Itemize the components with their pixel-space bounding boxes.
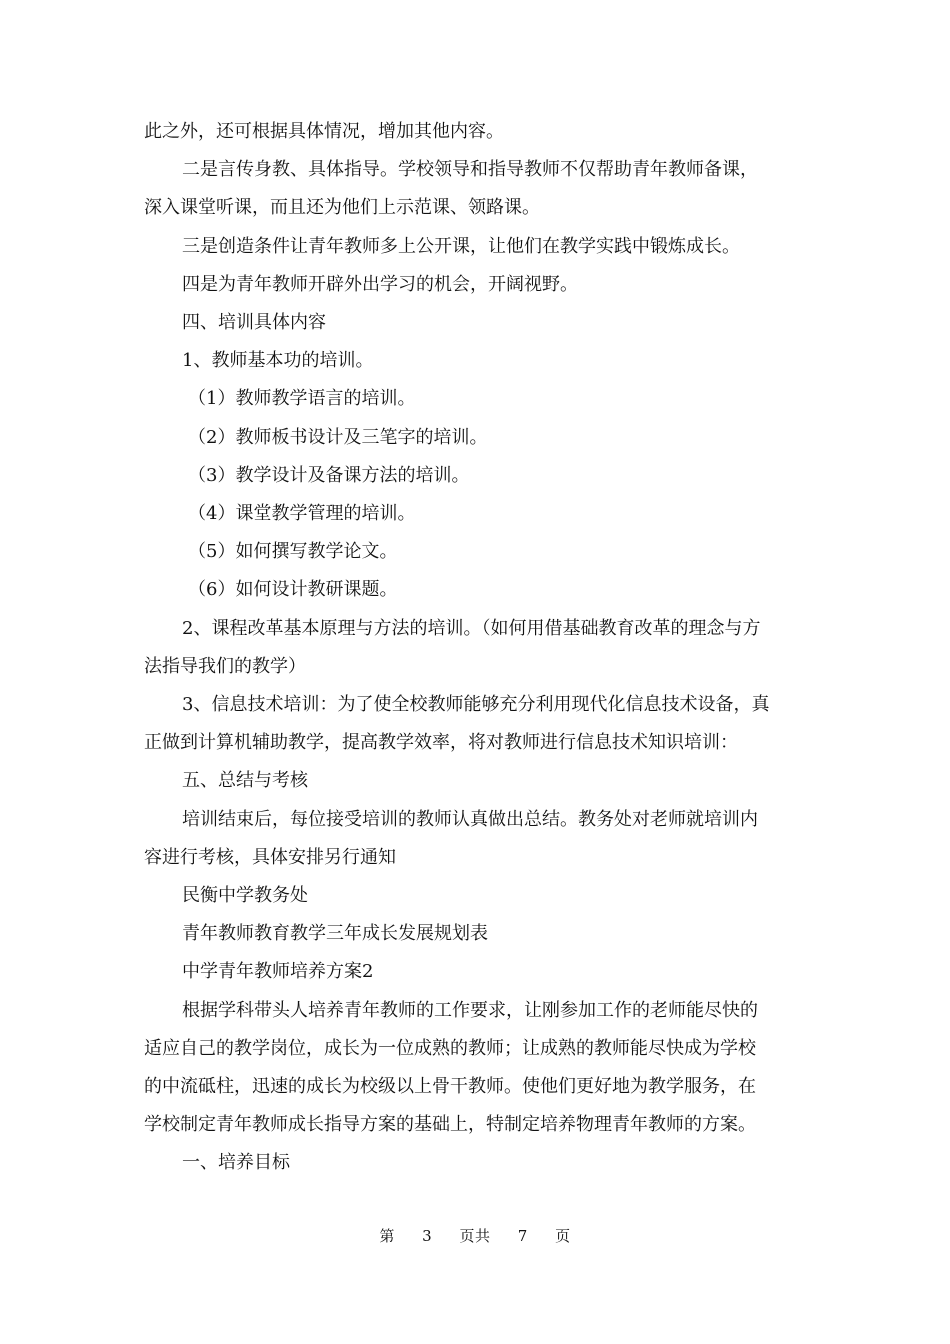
list-item: （1）教师教学语言的培训。 <box>188 388 416 410</box>
section-heading: 一、培养目标 <box>182 1152 290 1174</box>
document-title: 中学青年教师培养方案2 <box>182 961 374 983</box>
list-item: （6）如何设计教研课题。 <box>188 579 398 601</box>
paragraph-line: 的中流砥柱，迅速的成长为校级以上骨干教师。使他们更好地为教学服务，在 <box>144 1076 756 1098</box>
list-item: 3、信息技术培训：为了使全校教师能够充分利用现代化信息技术设备，真 <box>182 694 770 716</box>
paragraph-line: 深入课堂听课，而且还为他们上示范课、领路课。 <box>144 197 540 219</box>
paragraph-line: 适应自己的教学岗位，成长为一位成熟的教师；让成熟的教师能尽快成为学校 <box>144 1037 756 1059</box>
section-heading: 五、总结与考核 <box>182 770 308 792</box>
paragraph-line: 正做到计算机辅助教学，提高教学效率，将对教师进行信息技术知识培训： <box>144 732 738 754</box>
signature-line: 民衡中学教务处 <box>182 885 308 907</box>
footer-middle: 页共 <box>459 1227 491 1245</box>
list-item: （4）课堂教学管理的培训。 <box>188 503 416 525</box>
footer-prefix: 第 <box>379 1227 395 1245</box>
document-title: 青年教师教育教学三年成长发展规划表 <box>182 923 488 945</box>
paragraph-line: 培训结束后，每位接受培训的教师认真做出总结。教务处对老师就培训内 <box>182 808 758 830</box>
total-page-number: 7 <box>517 1227 528 1245</box>
paragraph-line: 此之外，还可根据具体情况，增加其他内容。 <box>144 121 504 142</box>
list-item: 2、课程改革基本原理与方法的培训。（如何用借基础教育改革的理念与方 <box>182 617 761 639</box>
page-footer <box>0 1225 950 1246</box>
list-item: （2）教师板书设计及三笔字的培训。 <box>188 426 488 448</box>
paragraph-line: 三是创造条件让青年教师多上公开课，让他们在教学实践中锻炼成长。 <box>182 235 740 257</box>
list-item: （3）教学设计及备课方法的培训。 <box>188 464 470 486</box>
footer-suffix: 页 <box>555 1227 571 1245</box>
list-item: 1、教师基本功的培训。 <box>182 350 374 372</box>
paragraph-line: 根据学科带头人培养青年教师的工作要求，让刚参加工作的老师能尽快的 <box>182 999 758 1021</box>
list-item: （5）如何撰写教学论文。 <box>188 541 398 563</box>
current-page-number: 3 <box>422 1227 433 1245</box>
paragraph-line: 容进行考核，具体安排另行通知 <box>144 846 396 868</box>
paragraph-line: 法指导我们的教学） <box>144 655 306 677</box>
paragraph-line: 二是言传身教、具体指导。学校领导和指导教师不仅帮助青年教师备课， <box>182 159 758 181</box>
section-heading: 四、培训具体内容 <box>182 312 326 334</box>
paragraph-line: 四是为青年教师开辟外出学习的机会，开阔视野。 <box>182 273 578 295</box>
paragraph-line: 学校制定青年教师成长指导方案的基础上，特制定培养物理青年教师的方案。 <box>144 1114 756 1136</box>
document-body <box>144 113 808 1183</box>
